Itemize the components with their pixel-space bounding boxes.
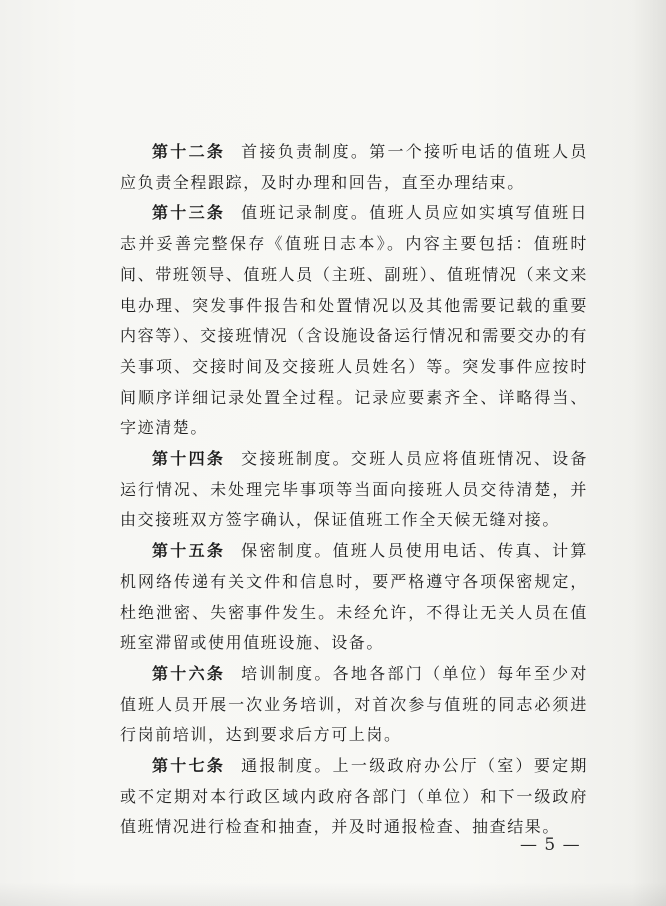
article-text: 交接班制度。交班人员应将值班情况、设备运行情况、未处理完毕事项等当面向接班人员交待清楚，并由交接班双方签字确认，保证值班工作全天候无缝对接。: [120, 449, 588, 530]
article-14: [120, 444, 588, 536]
article-text: 培训制度。各地各部门（单位）每年至少对值班人员开展一次业务培训，对首次参与值班的同志必须进行岗前培训，达到要求后方可上岗。: [120, 663, 588, 745]
page-bottom-shadow: [0, 882, 666, 906]
article-heading: 第十六条: [152, 663, 226, 683]
article-16: [120, 659, 588, 751]
article-15: [120, 536, 588, 659]
article-text: 首接负责制度。第一个接听电话的值班人员应负责全程跟踪，及时办理和回告，直至办理结束。: [120, 142, 588, 192]
article-heading: 第十七条: [152, 756, 226, 776]
article-heading: 第十三条: [152, 203, 226, 223]
article-text: 值班记录制度。值班人员应如实填写值班日志并妥善完整保存《值班日志本》。内容主要包括：值班时间、带班领导、值班人员（主班、副班）、值班情况（来文来电办理、突发事件报告和处置情况以及其他需要记载的重要内容等）、交接班情况（含设施设备运行情况和需要交办的有关事项、交接时间及交接班人员姓名）等。突发事件应按时间顺序详细记录处置全过程。记录应要素齐全、详略得当、字迹清楚。: [120, 203, 588, 438]
page-number: — 5 —: [520, 835, 581, 855]
article-text: 通报制度。上一级政府办公厅（室）要定期或不定期对本行政区域内政府各部门（单位）和下一级政府值班情况进行检查和抽查，并及时通报检查、抽查结果。: [120, 756, 588, 837]
article-heading: 第十五条: [152, 541, 226, 561]
article-heading: 第十二条: [152, 142, 226, 161]
page-edge-shadow: [632, 0, 666, 906]
article-13: [120, 198, 588, 444]
document-body: [120, 137, 588, 843]
article-heading: 第十四条: [152, 449, 226, 469]
article-12: [120, 137, 588, 198]
article-17: [120, 751, 588, 843]
article-text: 保密制度。值班人员使用电话、传真、计算机网络传递有关文件和信息时，要严格遵守各项保密规定，杜绝泄密、失密事件发生。未经允许，不得让无关人员在值班室滞留或使用值班设施、设备。: [120, 541, 588, 653]
